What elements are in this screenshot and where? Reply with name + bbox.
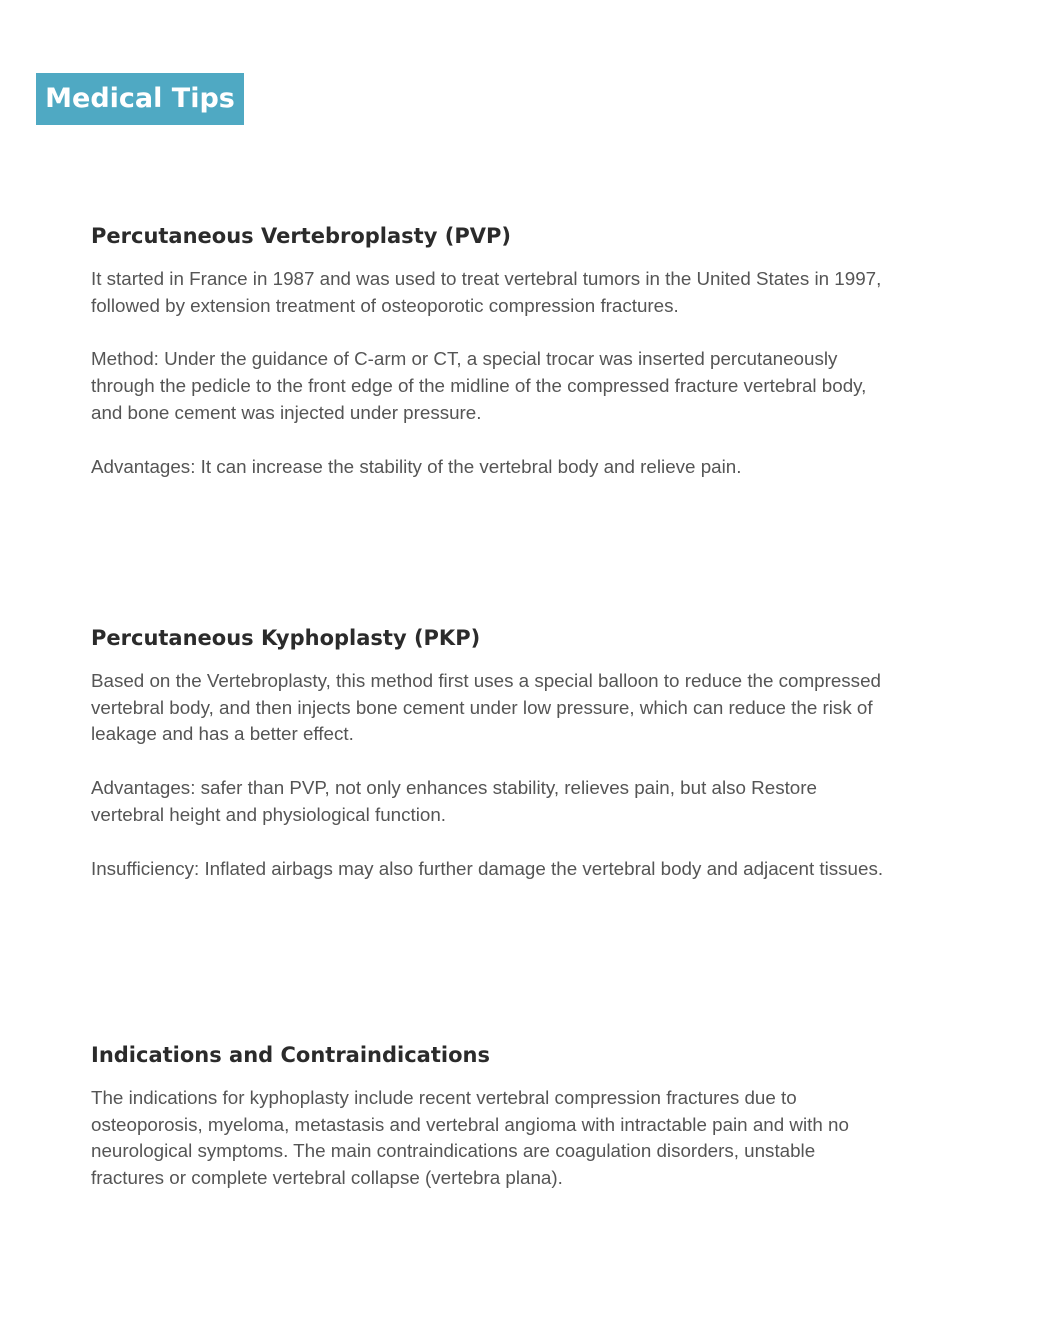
section-pvp xyxy=(91,222,891,480)
section-paragraph-method: Method: Under the guidance of C-arm or CT, a special trocar was inserted percutaneously through the pedicle to the front edge of the midline of the compressed fracture vertebral body, and bone cement was injected under pressure. xyxy=(91,348,867,423)
section-title: Indications and Contraindications xyxy=(91,1043,490,1067)
section-title: Percutaneous Kyphoplasty (PKP) xyxy=(91,626,481,650)
section-pkp xyxy=(91,624,891,882)
section-indications xyxy=(91,1041,871,1192)
section-paragraph-insufficiency: Insufficiency: Inflated airbags may also further damage the vertebral body and adjacent tissues. xyxy=(91,857,884,879)
section-paragraph-description: Based on the Vertebroplasty, this method first uses a special balloon to reduce the compressed vertebral body, and then injects bone cement under low pressure, which can reduce the risk of leakage and has a better effect. xyxy=(91,670,881,745)
section-paragraph-indications: The indications for kyphoplasty include recent vertebral compression fractures due to osteoporosis, myeloma, metastasis and vertebral angioma with intractable pain and with no neurological symptoms. The main contraindications are coagulation disorders, unstable fractures or complete vertebral collapse (vertebra plana). xyxy=(91,1087,849,1189)
section-paragraph-advantages: Advantages: safer than PVP, not only enhances stability, relieves pain, but also Restore vertebral height and physiological function. xyxy=(91,777,817,825)
section-title: Percutaneous Vertebroplasty (PVP) xyxy=(91,224,511,248)
section-paragraph-advantages: Advantages: It can increase the stability of the vertebral body and relieve pain. xyxy=(91,455,742,477)
medical-tips-badge: Medical Tips xyxy=(36,73,244,125)
section-paragraph-history: It started in France in 1987 and was used to treat vertebral tumors in the United States in 1997, followed by extension treatment of osteoporotic compression fractures. xyxy=(91,268,882,316)
